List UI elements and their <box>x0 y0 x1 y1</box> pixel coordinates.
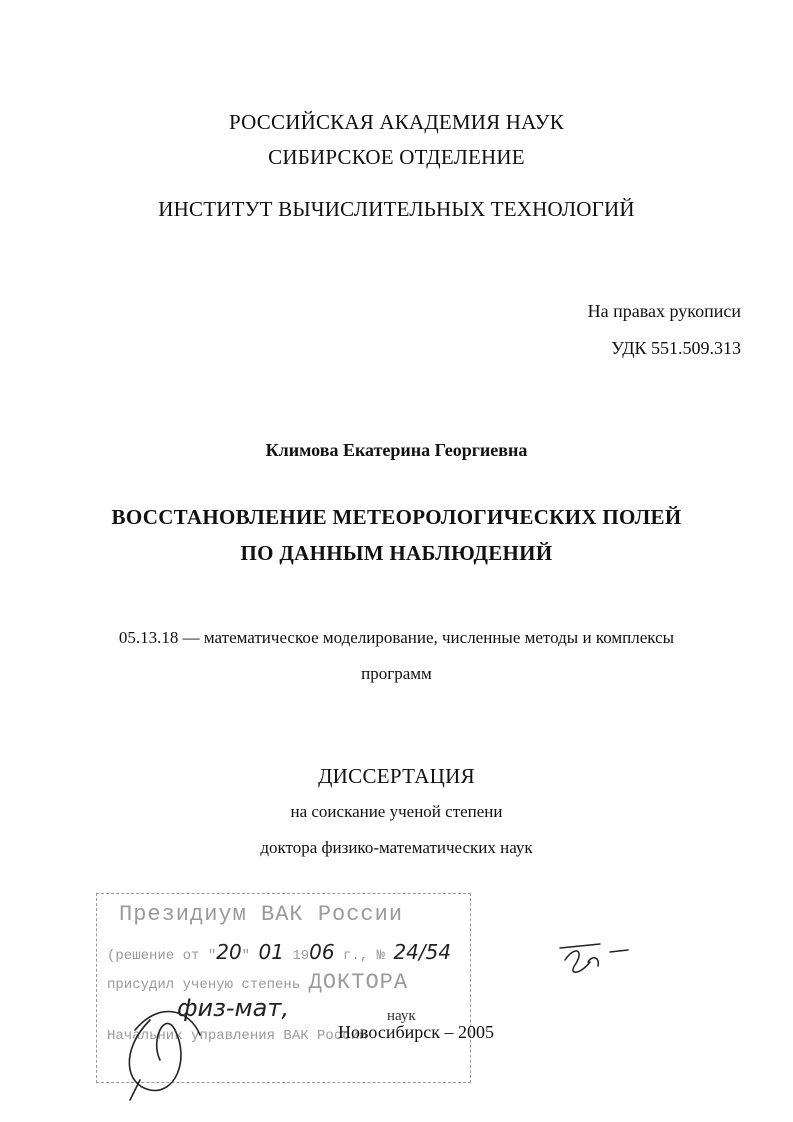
stamp-awarded-prefix: присудил ученую степень <box>107 977 301 993</box>
branch-name: СИБИРСКОЕ ОТДЕЛЕНИЕ <box>268 145 525 169</box>
stamp-sciences: наук <box>387 1008 416 1024</box>
stamp-signature-icon <box>129 1011 200 1100</box>
specialty-line-2: программ <box>361 664 432 683</box>
author-name: Климова Екатерина Георгиевна <box>265 440 528 460</box>
stamp-quote: " <box>241 948 251 964</box>
stamp-chief: Начальник управления ВАК России <box>107 1028 368 1044</box>
stamp-decision-prefix: (решение от " <box>107 948 217 964</box>
degree-field: доктора физико-математических наук <box>260 838 533 857</box>
degree-purpose: на соискание ученой степени <box>290 802 503 821</box>
stamp-year: 06 <box>309 940 335 964</box>
dissertation-label: ДИССЕРТАЦИЯ <box>318 764 475 788</box>
title-line-2: ПО ДАННЫМ НАБЛЮДЕНИЙ <box>240 541 553 565</box>
academy-name: РОССИЙСКАЯ АКАДЕМИЯ НАУК <box>229 110 564 134</box>
specialty-line-1: 05.13.18 — математическое моделирование, численные методы и комплексы <box>118 628 675 647</box>
institute-name: ИНСТИТУТ ВЫЧИСЛИТЕЛЬНЫХ ТЕХНОЛОГИЙ <box>158 197 635 221</box>
stamp-century: 19 <box>292 948 310 964</box>
stamp-number: 24/54 <box>393 940 452 964</box>
stamp-number-label: г., № <box>343 948 386 964</box>
stamp-field-handwritten: физ-мат, <box>177 994 289 1022</box>
udk-code: УДК 551.509.313 <box>611 338 741 358</box>
city-year: Новосибирск – 2005 <box>338 1022 494 1042</box>
stamp-title: Президиум ВАК России <box>119 902 404 927</box>
stamp-month: 01 <box>258 940 284 964</box>
stamp-awarded-degree: ДОКТОРА <box>308 970 409 995</box>
stamp-day: 20 <box>216 940 242 964</box>
title-line-1: ВОССТАНОВЛЕНИЕ МЕТЕОРОЛОГИЧЕСКИХ ПОЛЕЙ <box>111 505 682 529</box>
author-signature-icon <box>560 944 628 972</box>
manuscript-rights: На правах рукописи <box>587 301 741 321</box>
